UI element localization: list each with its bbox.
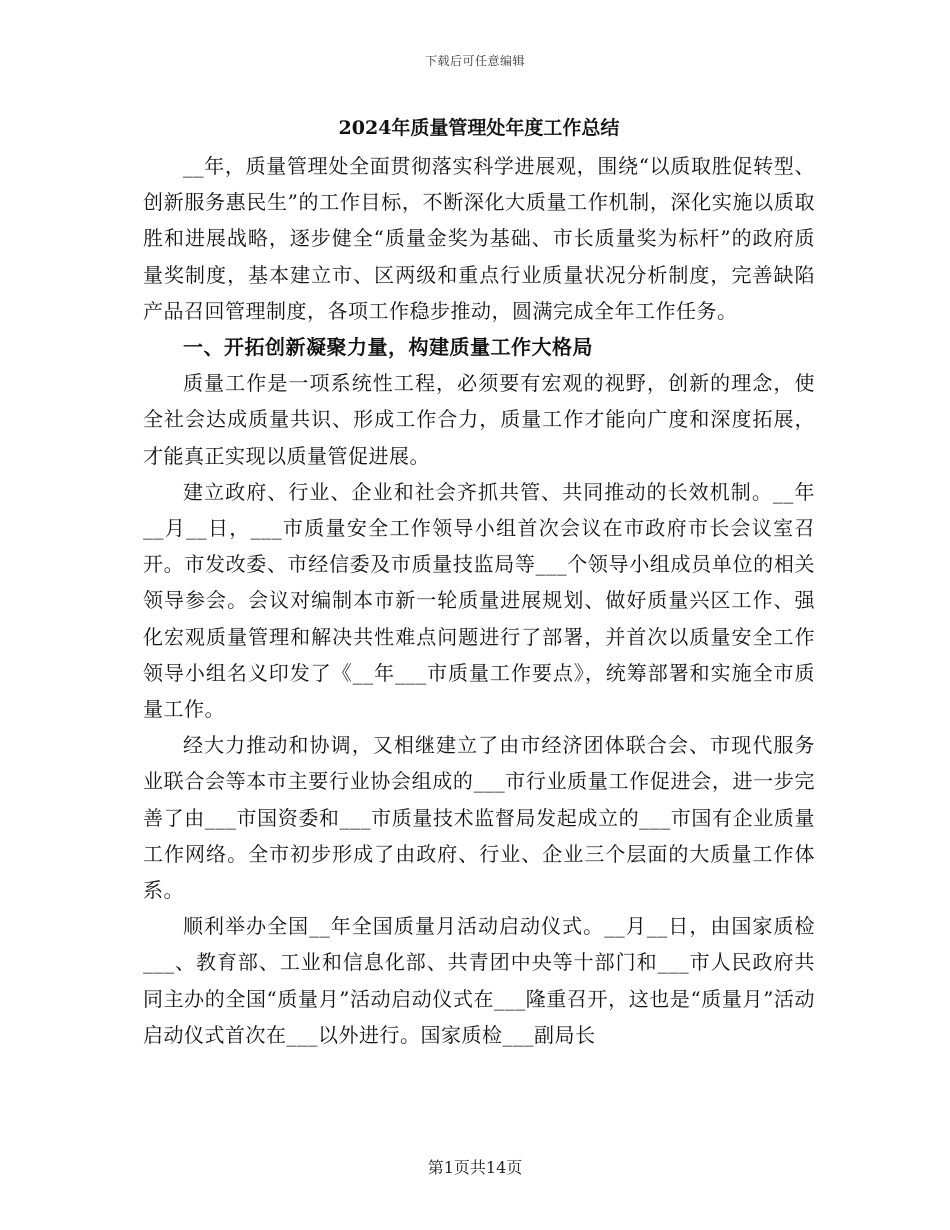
body-paragraph: 质量工作是一项系统性工程，必须要有宏观的视野，创新的理念，使全社会达成质量共识、形成工作合力，质量工作才能向广度和深度拓展，才能真正实现以质量管促进展。 <box>143 371 815 468</box>
intro-paragraph: __年，质量管理处全面贯彻落实科学进展观，围绕“以质取胜促转型、创新服务惠民生”的工作目标，不断深化大质量工作机制，深化实施以质取胜和进展战略，逐步健全“质量金奖为基础、市长质量奖为标杆”的政府质量奖制度，基本建立市、区两级和重点行业质量状况分析制度，完善缺陷产品召回管理制度，各项工作稳步推动，圆满完成全年工作任务。 <box>143 154 815 323</box>
document-title: 2024年质量管理处年度工作总结 <box>338 117 620 139</box>
page-number: 第1页共14页 <box>427 1158 523 1177</box>
page-header-note: 下载后可任意编辑 <box>424 54 525 68</box>
body-paragraph: 建立政府、行业、企业和社会齐抓共管、共同推动的长效机制。__年__月__日，___市质量安全工作领导小组首次会议在市政府市长会议室召开。市发改委、市经信委及市质量技监局等___个领导小组成员单位的相关领导参会。会议对编制本市新一轮质量进展规划、做好质量兴区工作、强化宏观质量管理和解决共性难点问题进行了部署，并首次以质量安全工作领导小组名义印发了《__年___市质量工作要点》，统筹部署和实施全市质量工作。 <box>143 479 815 722</box>
body-paragraph: 经大力推动和协调，又相继建立了由市经济团体联合会、市现代服务业联合会等本市主要行业协会组成的___市行业质量工作促进会，进一步完善了由___市国资委和___市质量技术监督局发起成立的___市国有企业质量工作网络。全市初步形成了由政府、行业、企业三个层面的大质量工作体系。 <box>143 733 815 903</box>
section-heading-1: 一、开拓创新凝聚力量，构建质量工作大格局 <box>183 335 593 360</box>
body-paragraph: 顺利举办全国__年全国质量月活动启动仪式。__月__日，由国家质检___、教育部、工业和信息化部、共青团中央等十部门和___市人民政府共同主办的全国“质量月”活动启动仪式在___隆重召开，这也是“质量月”活动启动仪式首次在___以外进行。国家质检___副局长 <box>143 914 815 1047</box>
document-body <box>143 108 815 1053</box>
